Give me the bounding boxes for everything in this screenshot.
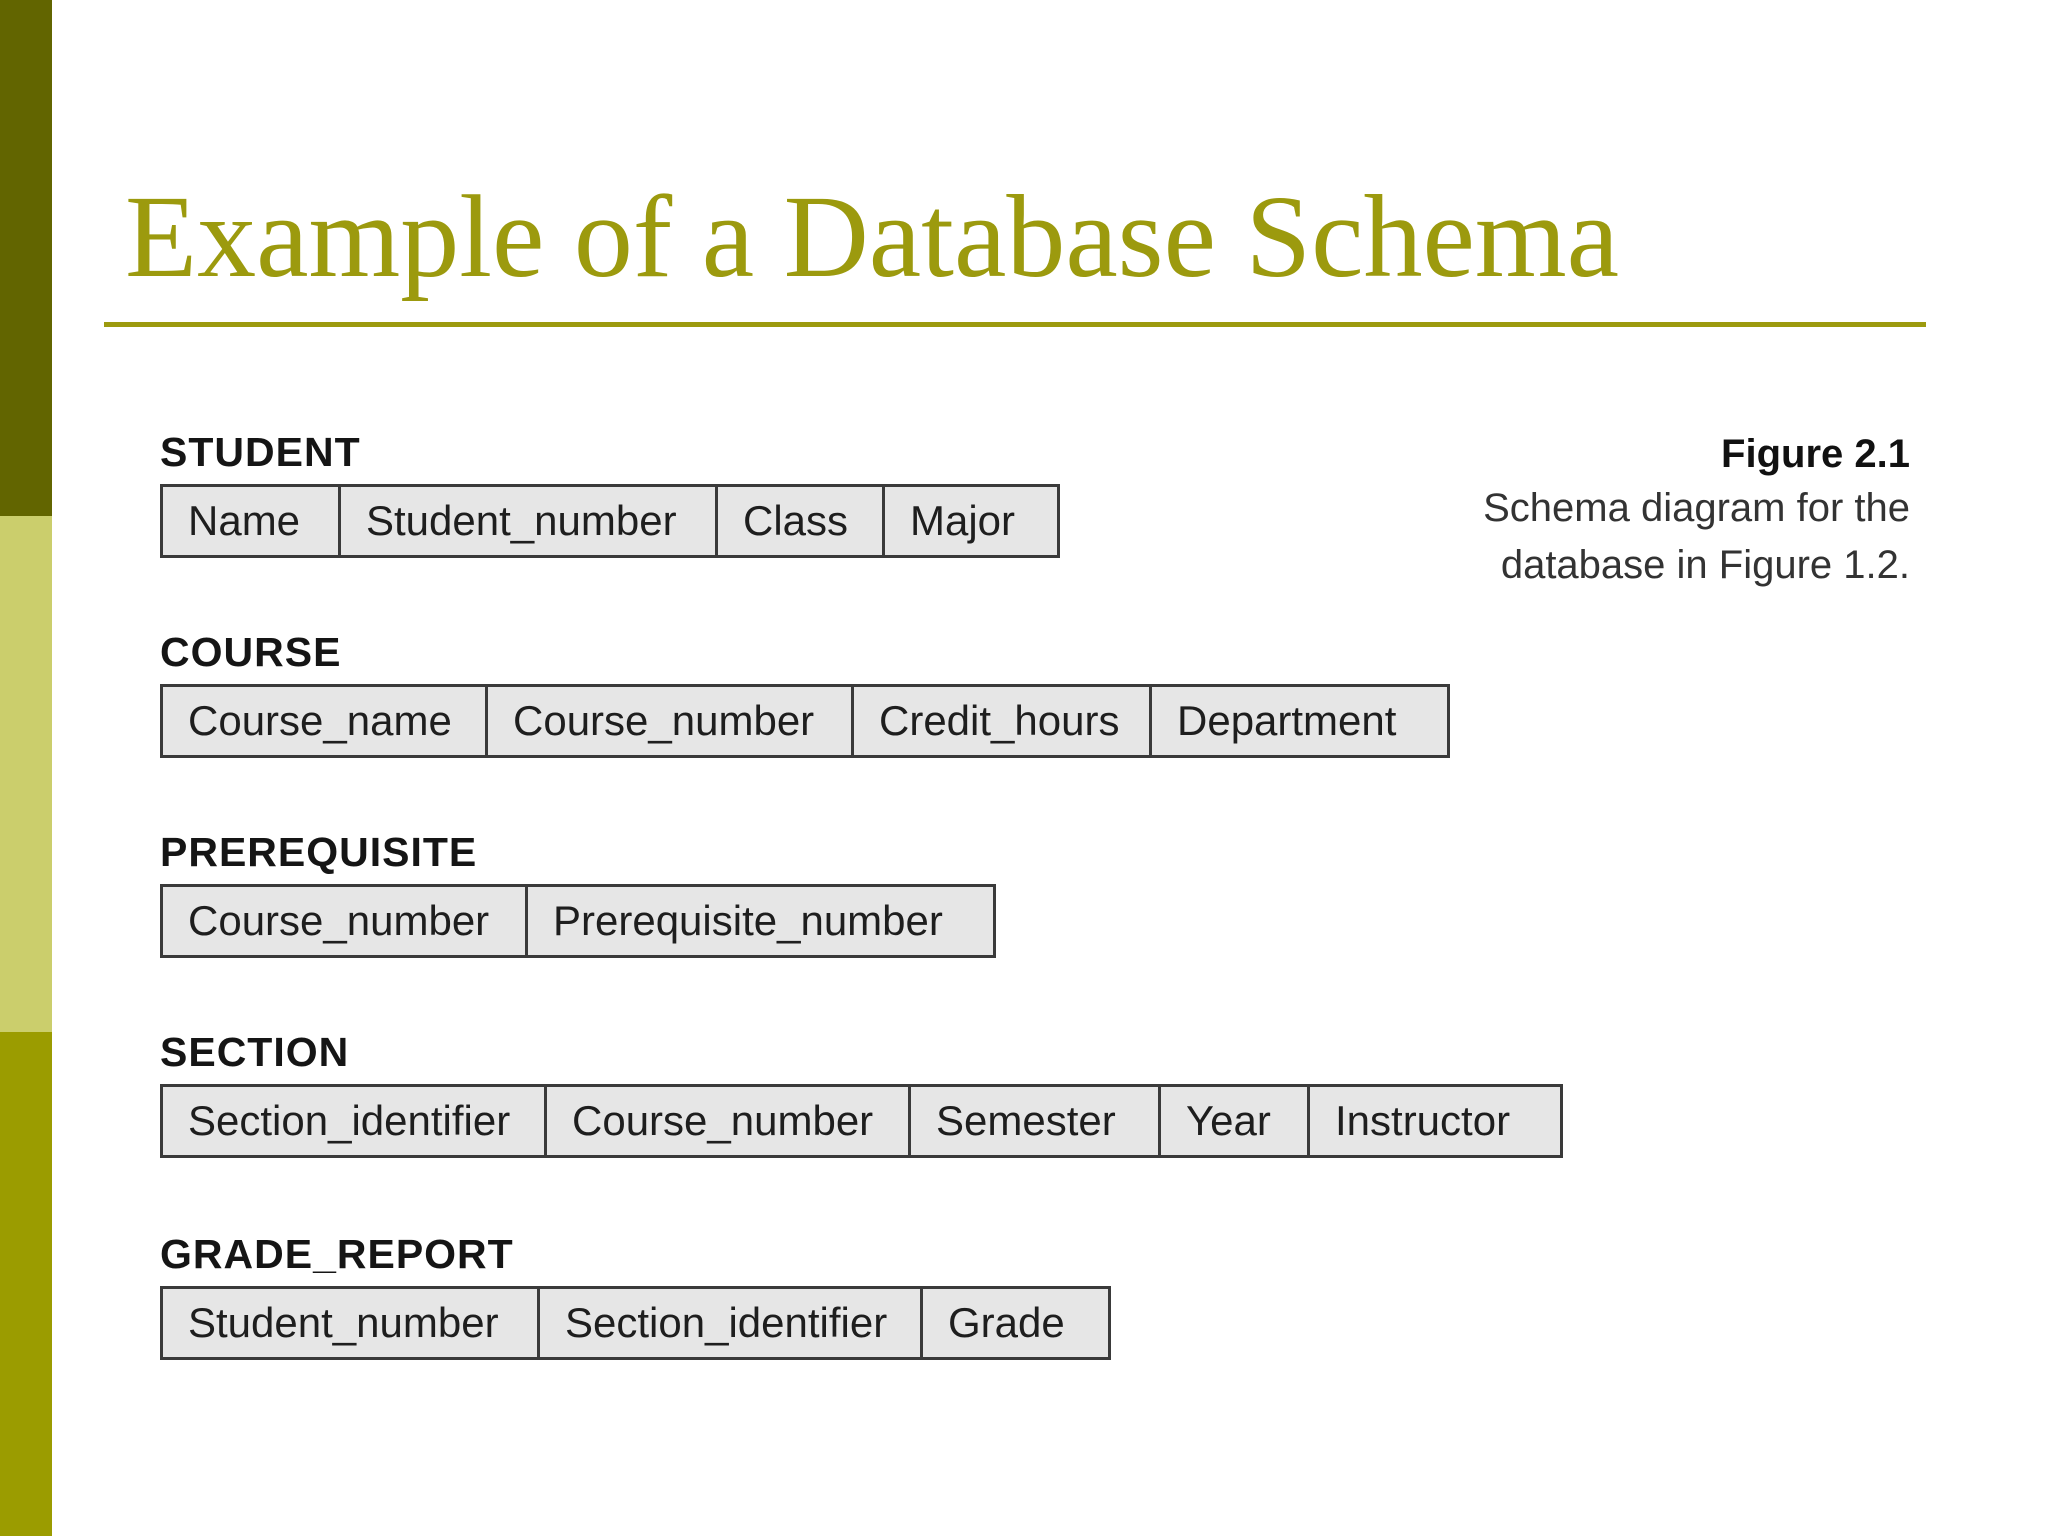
figure-caption-line-2: database in Figure 1.2. (1500, 543, 1910, 587)
relation-name: PREREQUISITE (160, 829, 478, 875)
attribute-cell: Section_identifier (540, 1289, 923, 1357)
relation-name: STUDENT (160, 429, 361, 475)
title-underline (104, 322, 1926, 327)
relation-prerequisite (160, 829, 996, 958)
attribute-cell: Prerequisite_number (553, 897, 943, 944)
attribute-cell: Course_number (547, 1087, 911, 1155)
attribute-cell: Class (718, 487, 885, 555)
slide-title: Example of a Database Schema (125, 171, 1620, 302)
relation-name: SECTION (160, 1029, 350, 1075)
relation-section (160, 1029, 1563, 1158)
relation-attributes (160, 484, 1060, 558)
attribute-cell: Year (1161, 1087, 1310, 1155)
sidebar-stripe-dark (0, 0, 52, 516)
attribute-cell: Course_number (163, 887, 528, 955)
relation-attributes (160, 1084, 1563, 1158)
sidebar-stripe-light (0, 516, 52, 1032)
relation-attributes (160, 884, 996, 958)
attribute-cell: Student_number (163, 1289, 540, 1357)
attribute-cell: Credit_hours (854, 687, 1152, 755)
figure-caption (1483, 428, 1910, 594)
attribute-cell: Major (910, 497, 1016, 544)
relation-grade-report (160, 1231, 1111, 1360)
relation-attributes (160, 684, 1450, 758)
relation-name: COURSE (160, 629, 342, 675)
attribute-cell: Course_number (488, 687, 854, 755)
figure-caption-line-1: Schema diagram for the (1483, 486, 1910, 530)
relation-student (160, 429, 1060, 558)
attribute-cell: Semester (911, 1087, 1161, 1155)
figure-number: Figure 2.1 (1721, 432, 1910, 476)
attribute-cell: Name (163, 487, 341, 555)
relation-course (160, 629, 1450, 758)
attribute-cell: Student_number (341, 487, 718, 555)
relation-attributes (160, 1286, 1111, 1360)
attribute-cell: Instructor (1335, 1097, 1511, 1144)
attribute-cell: Department (1177, 697, 1397, 744)
attribute-cell: Grade (948, 1299, 1065, 1346)
attribute-cell: Course_name (163, 687, 488, 755)
attribute-cell: Section_identifier (163, 1087, 547, 1155)
relation-name: GRADE_REPORT (160, 1231, 514, 1277)
sidebar-stripe-mid (0, 1032, 52, 1536)
